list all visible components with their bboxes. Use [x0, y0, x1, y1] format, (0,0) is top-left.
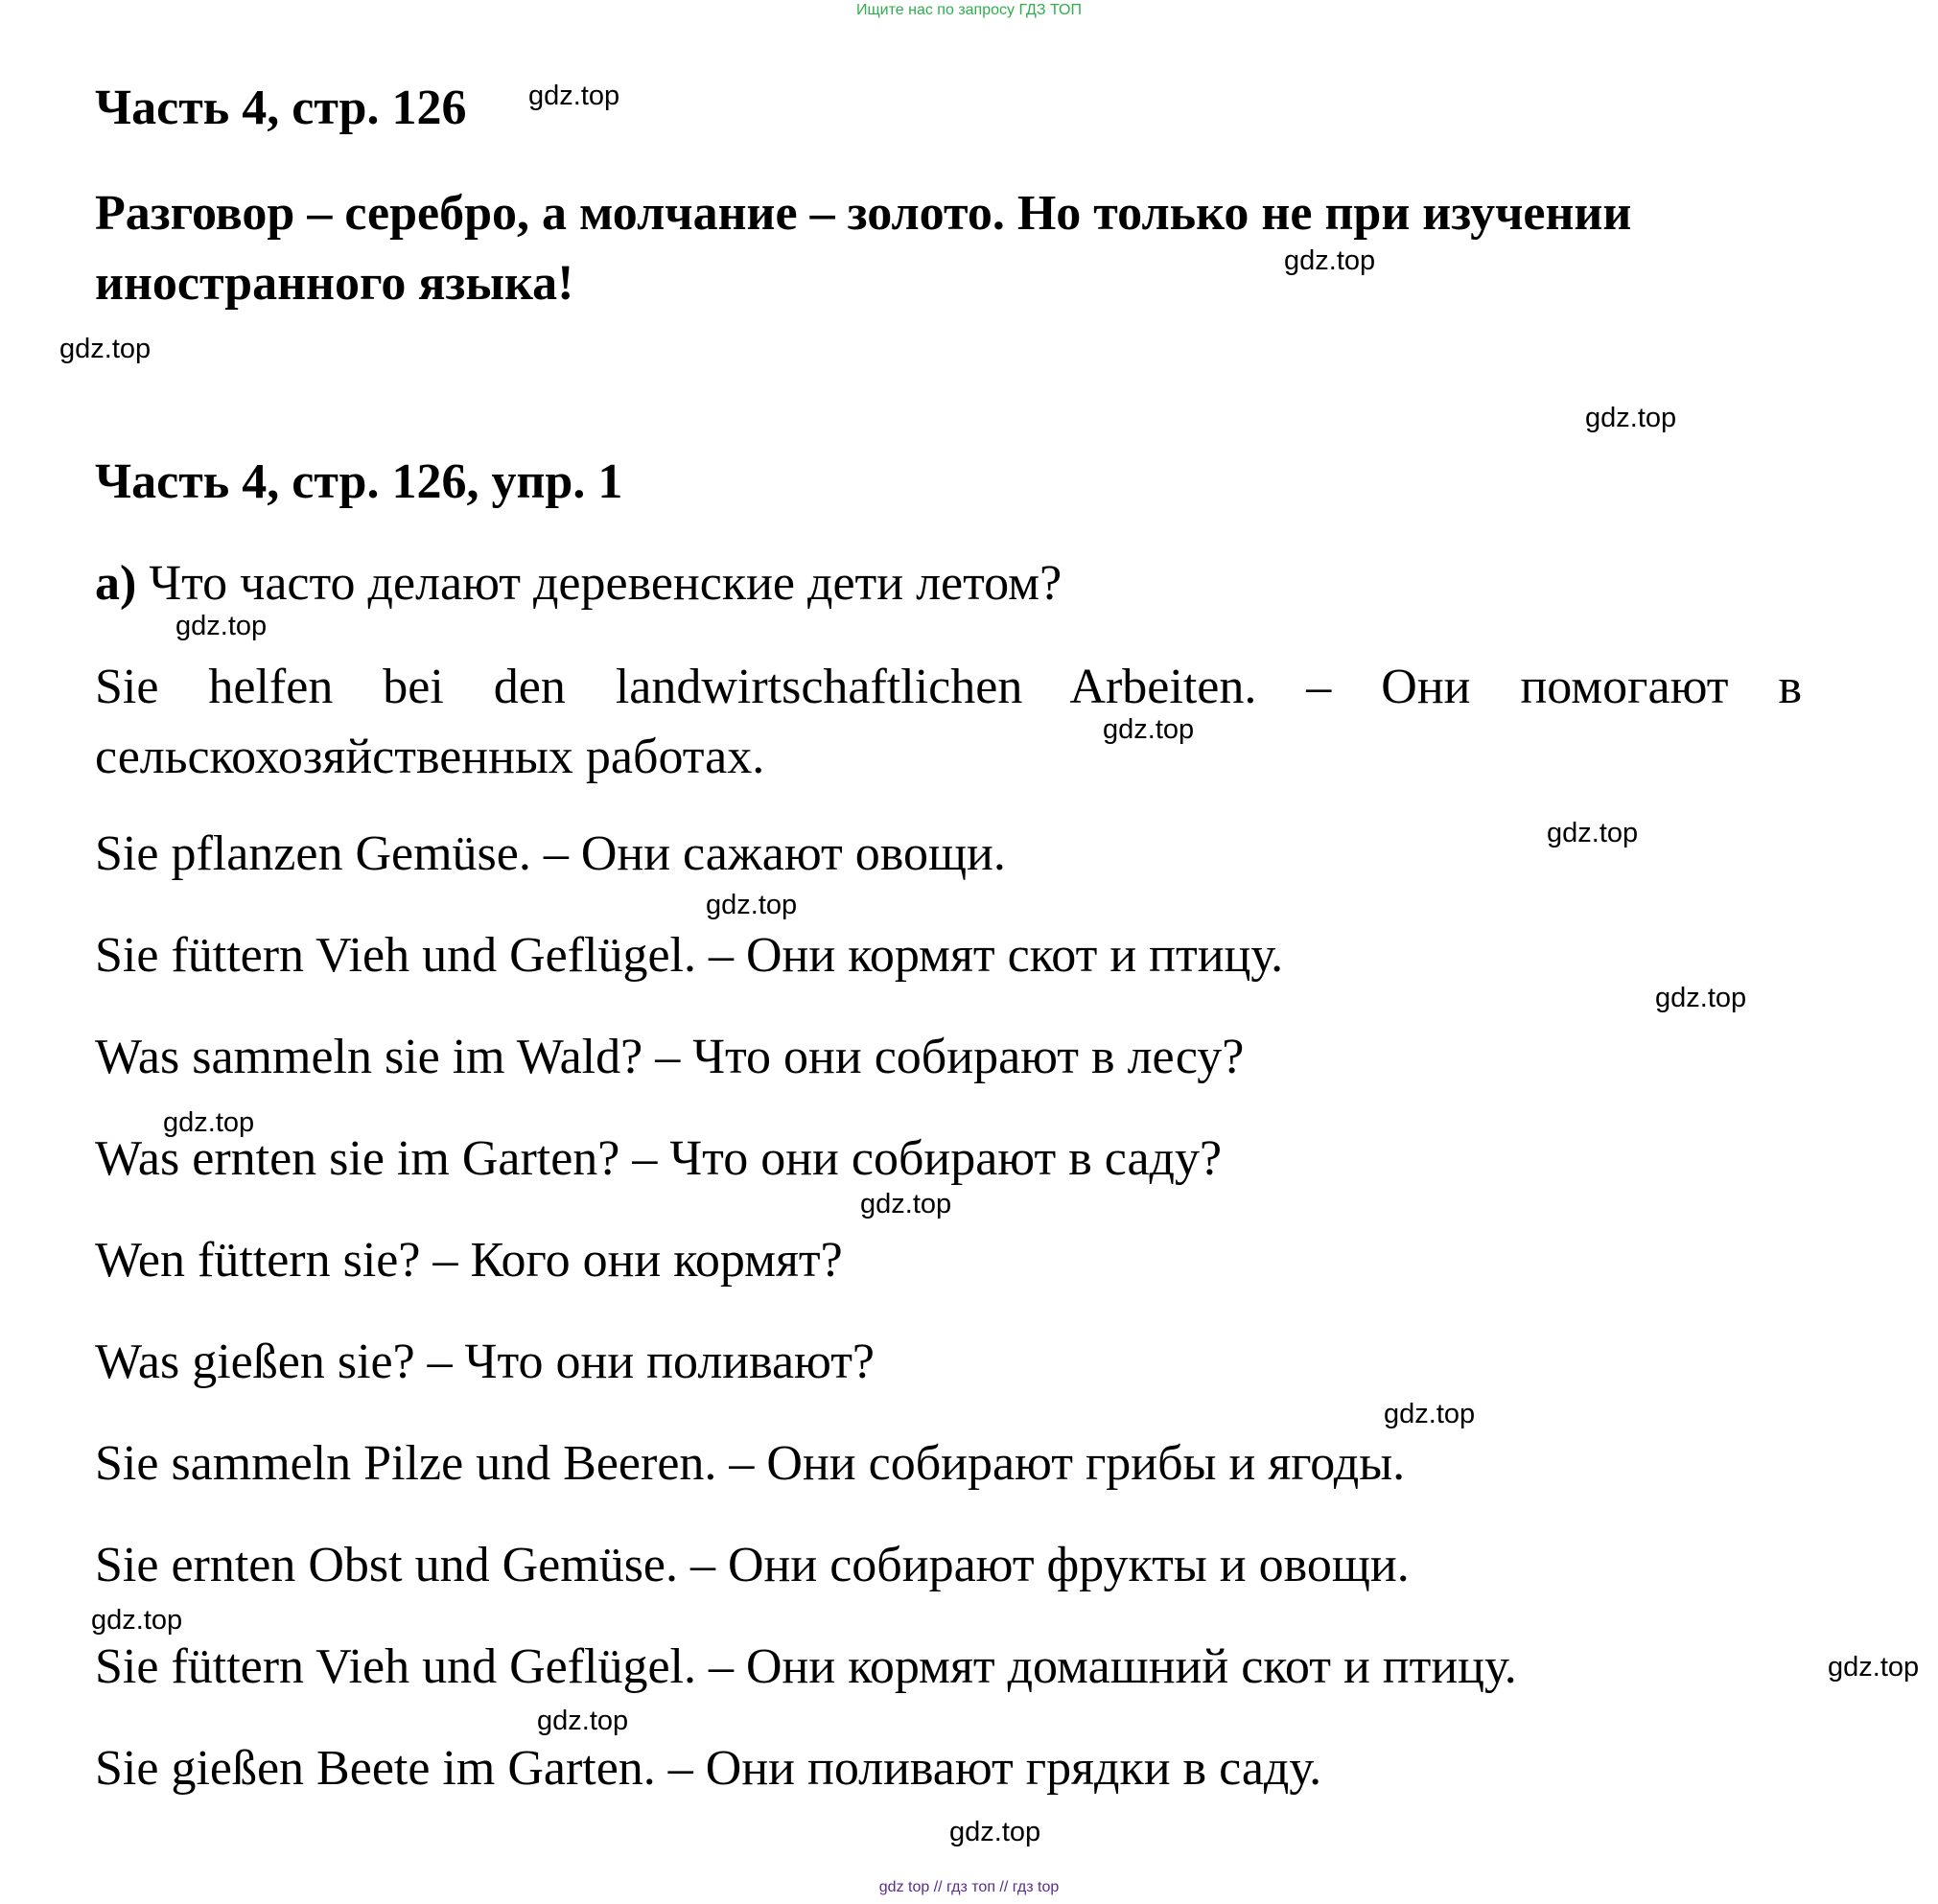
- watermark: gdz.top: [860, 1189, 952, 1219]
- exercise-heading: Часть 4, стр. 126, упр. 1: [95, 454, 623, 509]
- footer-links: gdz top // гдз топ // гдз top: [878, 1879, 1060, 1895]
- answer-line: Sie pflanzen Gemüse. – Они сажают овощи.: [95, 826, 1006, 881]
- answer-line: Sie gießen Beete im Garten. – Они поливают грядки в саду.: [95, 1741, 1322, 1796]
- watermark: gdz.top: [1103, 714, 1195, 745]
- task-question: Что часто делают деревенские дети летом?: [149, 556, 1062, 611]
- watermark: gdz.top: [163, 1107, 255, 1138]
- watermark: gdz.top: [1547, 818, 1639, 848]
- watermark: gdz.top: [706, 890, 798, 920]
- answer-line: Was sammeln sie im Wald? – Что они собирают в лесу?: [95, 1030, 1245, 1084]
- watermark: gdz.top: [91, 1605, 183, 1636]
- watermark: gdz.top: [537, 1706, 629, 1736]
- watermark: gdz.top: [528, 81, 620, 111]
- watermark: gdz.top: [1384, 1399, 1476, 1429]
- answer-line: Was gießen sie? – Что они поливают?: [95, 1335, 876, 1389]
- answer-line: Wen füttern sie? – Кого они кормят?: [95, 1233, 843, 1288]
- answer-line: Sie sammeln Pilze und Beeren. – Они собирают грибы и ягоды.: [95, 1436, 1406, 1491]
- watermark: gdz.top: [1284, 245, 1376, 276]
- task-label: а): [95, 556, 137, 611]
- watermark: gdz.top: [1655, 983, 1747, 1013]
- top-search-banner: Ищите нас по запросу ГДЗ ТОП: [856, 2, 1082, 18]
- watermark: gdz.top: [1828, 1652, 1920, 1683]
- watermark: gdz.top: [949, 1817, 1041, 1847]
- motto-text: Разговор – серебро, а молчание – золото. Но только не при изучении иностранного языка!: [95, 186, 1632, 311]
- answer-line: Sie füttern Vieh und Geflügel. – Они кормят домашний скот и птицу.: [95, 1639, 1517, 1694]
- watermark: gdz.top: [59, 334, 152, 364]
- answer-line: Sie helfen bei den landwirtschaftlichen Arbeiten. – Они помогают в сельскохозяйственных работах.: [95, 660, 1802, 784]
- task-question-line: [95, 554, 1062, 614]
- answer-line: Sie ernten Obst und Gemüse. – Они собирают фрукты и овощи.: [95, 1538, 1410, 1592]
- answer-line: Sie füttern Vieh und Geflügel. – Они кормят скот и птицу.: [95, 928, 1284, 983]
- page-heading: Часть 4, стр. 126: [95, 81, 467, 135]
- watermark: gdz.top: [175, 611, 268, 641]
- watermark: gdz.top: [1585, 403, 1677, 433]
- answer-line: Was ernten sie im Garten? – Что они собирают в саду?: [95, 1131, 1223, 1186]
